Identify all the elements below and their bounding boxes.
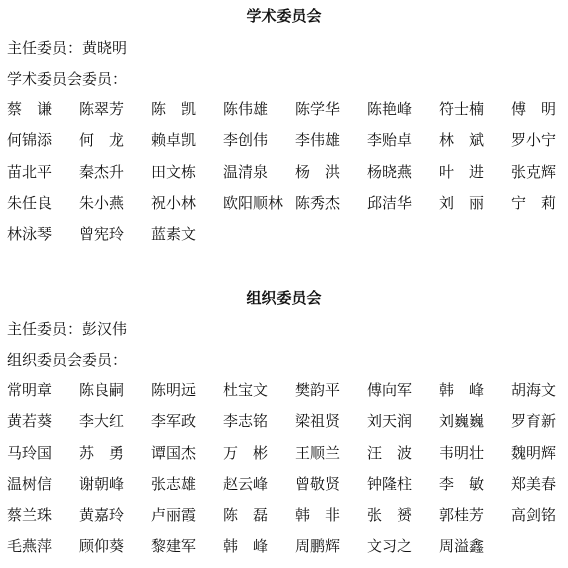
member-name <box>7 193 79 224</box>
member-name <box>295 193 367 224</box>
member-name <box>367 505 439 536</box>
member-name-text: 万彬 <box>223 443 268 462</box>
member-name <box>439 443 511 474</box>
member-name-text: 林斌 <box>439 131 484 150</box>
member-name-text: 符士楠 <box>439 100 485 118</box>
member-name-text: 李创伟 <box>223 131 269 150</box>
member-name <box>295 380 367 411</box>
member-name-text: 李军政 <box>151 412 197 431</box>
member-name-text: 秦杰升 <box>79 162 125 181</box>
member-name-text: 温树信 <box>7 474 53 493</box>
member-name <box>151 443 223 474</box>
member-name <box>295 505 367 536</box>
member-name-text: 苏勇 <box>79 443 124 462</box>
member-name <box>79 380 151 411</box>
member-name-text: 陈学华 <box>295 100 341 118</box>
member-name-text: 李敏 <box>439 474 484 493</box>
academic-director-line <box>7 38 127 58</box>
member-name <box>7 411 79 442</box>
organization-director-name: 彭汉伟 <box>82 320 128 338</box>
member-name <box>439 536 511 567</box>
member-name <box>295 162 367 193</box>
member-name-text: 魏明辉 <box>511 443 557 462</box>
member-name <box>511 411 568 442</box>
member-name-text: 高剑铭 <box>511 506 557 525</box>
member-name-text: 陈翠芳 <box>79 100 125 118</box>
member-name <box>367 380 439 411</box>
member-name-text: 钟隆柱 <box>367 474 413 493</box>
member-name <box>7 99 79 130</box>
member-name <box>367 536 439 567</box>
member-name-text: 傅向军 <box>367 381 413 399</box>
member-name <box>7 130 79 161</box>
member-name <box>295 474 367 505</box>
member-name-text: 蔡兰珠 <box>7 506 53 525</box>
member-name-text: 文习之 <box>367 537 413 556</box>
member-name <box>439 380 511 411</box>
member-name-text: 蔡谦 <box>7 100 52 118</box>
member-name-text: 陈秀杰 <box>295 193 341 212</box>
member-name <box>367 474 439 505</box>
member-name <box>79 162 151 193</box>
member-name <box>151 224 223 255</box>
member-name-text: 陈伟雄 <box>223 100 269 118</box>
member-name <box>151 162 223 193</box>
member-name-text: 李大红 <box>79 412 125 431</box>
member-name-text: 谢朝峰 <box>79 474 125 493</box>
member-name <box>439 411 511 442</box>
organization-members-grid <box>7 380 568 568</box>
member-name-text: 祝小林 <box>151 193 197 212</box>
member-name-text: 朱任良 <box>7 193 53 212</box>
member-name <box>7 224 79 255</box>
member-name-text: 林泳琴 <box>7 225 53 244</box>
member-name <box>511 162 568 193</box>
member-name-text: 田文栋 <box>151 162 197 181</box>
member-name-text: 常明章 <box>7 381 53 399</box>
member-name <box>223 536 295 567</box>
member-name-text: 赖卓凯 <box>151 131 197 150</box>
member-name <box>151 380 223 411</box>
member-name-text: 陈磊 <box>223 506 268 525</box>
member-name-text: 曾敬贤 <box>295 474 341 493</box>
member-name-text: 何锦添 <box>7 131 53 150</box>
member-name <box>223 130 295 161</box>
member-name-text: 卢丽霞 <box>151 506 197 525</box>
academic-committee-title: 学术委员会 <box>246 7 322 25</box>
member-name <box>223 193 295 224</box>
organization-committee-title: 组织委员会 <box>246 289 322 307</box>
member-name-text: 张克辉 <box>511 162 557 181</box>
member-name <box>79 193 151 224</box>
member-name-text: 欧阳顺林 <box>223 193 284 212</box>
member-name <box>223 411 295 442</box>
member-name <box>511 380 568 411</box>
member-name <box>295 130 367 161</box>
member-name-text: 傅明 <box>511 100 556 118</box>
member-name <box>7 380 79 411</box>
member-name <box>439 162 511 193</box>
member-name <box>223 162 295 193</box>
member-name-text: 谭国杰 <box>151 443 197 462</box>
academic-members-grid <box>7 99 568 255</box>
member-name-text: 梁祖贤 <box>295 412 341 431</box>
member-name <box>7 162 79 193</box>
member-name-text: 顾仰葵 <box>79 537 125 556</box>
member-name-text: 胡海文 <box>511 381 557 399</box>
member-name <box>511 130 568 161</box>
member-name <box>439 99 511 130</box>
member-name <box>439 130 511 161</box>
member-name <box>151 474 223 505</box>
member-name <box>439 193 511 224</box>
member-name-text: 陈明远 <box>151 381 197 399</box>
member-name <box>7 443 79 474</box>
member-name <box>511 443 568 474</box>
member-name <box>151 193 223 224</box>
member-name <box>295 443 367 474</box>
member-name <box>367 193 439 224</box>
member-name-text: 刘丽 <box>439 193 484 212</box>
member-name <box>151 130 223 161</box>
member-name-text: 张赟 <box>367 506 412 525</box>
member-name <box>511 505 568 536</box>
member-name-text: 赵云峰 <box>223 474 269 493</box>
member-name-text: 陈艳峰 <box>367 100 413 118</box>
member-name <box>439 505 511 536</box>
member-name <box>223 99 295 130</box>
member-name-text: 郭桂芳 <box>439 506 485 525</box>
organization-director-line <box>7 319 127 339</box>
member-name-text: 杨晓燕 <box>367 162 413 181</box>
member-name <box>79 505 151 536</box>
member-name-text: 曾宪玲 <box>79 225 125 244</box>
member-name <box>79 99 151 130</box>
member-name <box>79 411 151 442</box>
member-name-text: 韩非 <box>295 506 340 525</box>
academic-director-name: 黄晓明 <box>82 39 128 57</box>
member-name-text: 李贻卓 <box>367 131 413 150</box>
member-name <box>295 536 367 567</box>
member-name-text: 刘巍巍 <box>439 412 485 431</box>
member-name <box>223 505 295 536</box>
member-name <box>79 474 151 505</box>
member-name-text: 宁莉 <box>511 193 556 212</box>
member-name-text: 朱小燕 <box>79 193 125 212</box>
member-name-text: 邱洁华 <box>367 193 413 212</box>
member-name <box>223 443 295 474</box>
member-name <box>79 224 151 255</box>
member-name-text: 蓝素文 <box>151 225 197 244</box>
member-name-text: 韩峰 <box>439 381 484 399</box>
member-name <box>511 474 568 505</box>
member-name <box>151 536 223 567</box>
member-name <box>79 536 151 567</box>
member-name <box>79 443 151 474</box>
member-name <box>151 99 223 130</box>
member-name <box>7 505 79 536</box>
member-name-text: 黄若葵 <box>7 412 53 431</box>
member-name <box>367 162 439 193</box>
member-name-text: 汪波 <box>367 443 412 462</box>
member-name <box>295 411 367 442</box>
member-name-text: 韩峰 <box>223 537 268 556</box>
member-name-text: 张志雄 <box>151 474 197 493</box>
member-name <box>79 130 151 161</box>
member-name <box>367 443 439 474</box>
member-name-text: 王顺兰 <box>295 443 341 462</box>
member-name-text: 杜宝文 <box>223 381 269 399</box>
member-name-text: 叶进 <box>439 162 484 181</box>
member-name <box>439 474 511 505</box>
member-name-text: 毛燕萍 <box>7 537 53 556</box>
member-name <box>223 380 295 411</box>
organization-director-label: 主任委员： <box>7 320 83 338</box>
member-name <box>7 536 79 567</box>
member-name-text: 郑美春 <box>511 474 557 493</box>
member-name-text: 黄嘉玲 <box>79 506 125 525</box>
member-name <box>7 474 79 505</box>
academic-members-label: 学术委员会委员： <box>7 70 128 88</box>
member-name <box>367 130 439 161</box>
member-name-text: 温清泉 <box>223 162 269 181</box>
member-name-text: 苗北平 <box>7 162 53 181</box>
member-name-text: 李伟雄 <box>295 131 341 150</box>
member-name <box>151 411 223 442</box>
member-name-text: 黎建军 <box>151 537 197 556</box>
member-name-text: 陈良嗣 <box>79 381 125 399</box>
member-name-text: 罗小宁 <box>511 131 557 150</box>
member-name-text: 何龙 <box>79 131 124 150</box>
member-name <box>223 474 295 505</box>
member-name <box>367 411 439 442</box>
member-name-text: 李志铭 <box>223 412 269 431</box>
member-name-text: 韦明壮 <box>439 443 485 462</box>
member-name <box>295 99 367 130</box>
academic-director-label: 主任委员： <box>7 39 83 57</box>
member-name <box>511 193 568 224</box>
member-name <box>511 99 568 130</box>
organization-members-label: 组织委员会委员： <box>7 351 128 369</box>
member-name-text: 周鹏辉 <box>295 537 341 556</box>
member-name-text: 杨洪 <box>295 162 340 181</box>
member-name-text: 刘天润 <box>367 412 413 431</box>
member-name-text: 马玲国 <box>7 443 53 462</box>
member-name <box>151 505 223 536</box>
member-name-text: 陈凯 <box>151 100 196 118</box>
member-name-text: 罗育新 <box>511 412 557 431</box>
member-name-text: 樊韵平 <box>295 381 341 399</box>
member-name-text: 周溢鑫 <box>439 537 485 556</box>
member-name <box>367 99 439 130</box>
